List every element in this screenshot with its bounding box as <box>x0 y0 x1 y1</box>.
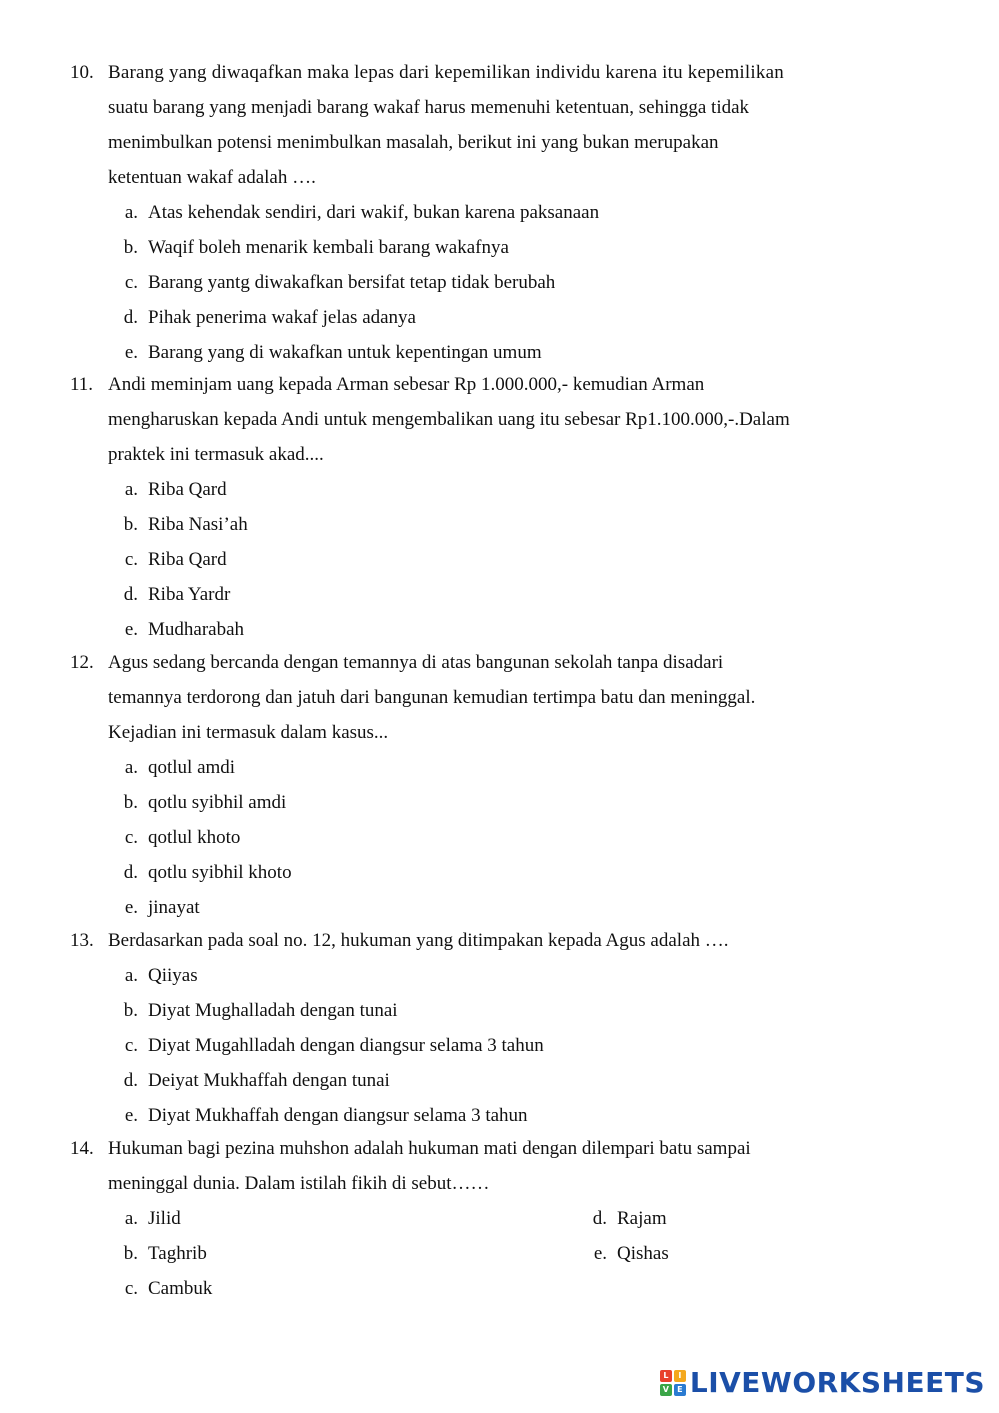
option-letter: d. <box>123 1070 138 1091</box>
question-text-line: Agus sedang bercanda dengan temannya di atas bangunan sekolah tanpa disadari <box>108 652 724 673</box>
liveworksheets-logo-icon <box>660 1370 686 1396</box>
option-b[interactable] <box>108 785 286 820</box>
option-d[interactable] <box>108 855 292 890</box>
option-e[interactable] <box>108 612 244 647</box>
option-text: Cambuk <box>148 1278 213 1299</box>
option-d[interactable] <box>108 1063 390 1098</box>
option-text: Barang yang di wakafkan untuk kepentingan umum <box>148 342 542 363</box>
option-e[interactable] <box>108 335 542 370</box>
option-e[interactable] <box>577 1236 669 1271</box>
option-a[interactable] <box>108 750 235 785</box>
logo-text: LIVEWORKSHEETS <box>689 1366 985 1399</box>
option-text: Riba Qard <box>148 479 227 500</box>
question-text-line: suatu barang yang menjadi barang wakaf harus memenuhi ketentuan, sehingga tidak <box>108 97 750 118</box>
option-b[interactable] <box>108 993 398 1028</box>
question-number: 13. <box>70 930 94 951</box>
option-letter: b. <box>123 514 138 535</box>
question-text-line: Kejadian ini termasuk dalam kasus... <box>108 722 389 743</box>
option-letter: c. <box>124 272 138 293</box>
option-e[interactable] <box>108 890 200 925</box>
option-text: qotlul khoto <box>148 827 241 848</box>
option-text: qotlu syibhil khoto <box>148 862 292 883</box>
option-text: Taghrib <box>148 1243 207 1264</box>
option-a[interactable] <box>108 958 198 993</box>
question-text-line: Andi meminjam uang kepada Arman sebesar Rp 1.000.000,- kemudian Arman <box>108 374 705 395</box>
logo-tile-l: L <box>660 1370 672 1382</box>
option-letter: b. <box>123 237 138 258</box>
option-text: qotlul amdi <box>148 757 236 778</box>
option-text: Diyat Mugahlladah dengan diangsur selama 3 tahun <box>148 1035 544 1056</box>
option-letter: a. <box>124 202 138 223</box>
logo-tile-i: I <box>674 1370 686 1382</box>
option-text: Jilid <box>148 1208 181 1229</box>
question-text-line: Barang yang diwaqafkan maka lepas dari kepemilikan individu karena itu kepemilikan <box>108 62 784 83</box>
question-number: 14. <box>70 1138 94 1159</box>
question-number: 10. <box>70 62 94 83</box>
option-d[interactable] <box>108 577 230 612</box>
option-text: Waqif boleh menarik kembali barang wakafnya <box>148 237 509 258</box>
option-letter: e. <box>124 619 138 640</box>
option-letter: a. <box>124 757 138 778</box>
option-a[interactable] <box>108 1201 181 1236</box>
question-text-line: temannya terdorong dan jatuh dari bangunan kemudian tertimpa batu dan meninggal. <box>108 687 756 708</box>
option-text: Riba Nasi’ah <box>148 514 248 535</box>
question-text-line: praktek ini termasuk akad.... <box>108 444 324 465</box>
question-number: 11. <box>70 374 94 395</box>
option-letter: a. <box>124 965 138 986</box>
option-text: Riba Yardr <box>148 584 231 605</box>
question-text-line: meninggal dunia. Dalam istilah fikih di sebut…… <box>108 1173 490 1194</box>
option-letter: a. <box>124 1208 138 1229</box>
liveworksheets-logo[interactable] <box>660 1366 985 1399</box>
option-letter: e. <box>124 1105 138 1126</box>
option-letter: b. <box>123 1243 138 1264</box>
question-text-line: menimbulkan potensi menimbulkan masalah, berikut ini yang bukan merupakan <box>108 132 719 153</box>
option-text: Mudharabah <box>148 619 245 640</box>
option-text: jinayat <box>148 897 200 918</box>
option-letter: d. <box>123 307 138 328</box>
option-c[interactable] <box>108 1271 212 1306</box>
option-a[interactable] <box>108 195 599 230</box>
question-text-line: ketentuan wakaf adalah …. <box>108 167 316 188</box>
option-text: Qishas <box>617 1243 669 1264</box>
option-letter: d. <box>123 862 138 883</box>
question-text-line: Berdasarkan pada soal no. 12, hukuman yang ditimpakan kepada Agus adalah …. <box>108 930 729 951</box>
option-b[interactable] <box>108 507 248 542</box>
option-text: Riba Qard <box>148 549 227 570</box>
option-text: Diyat Mughalladah dengan tunai <box>148 1000 398 1021</box>
option-letter: d. <box>592 1208 607 1229</box>
option-letter: e. <box>124 897 138 918</box>
option-text: Qiiyas <box>148 965 198 986</box>
option-letter: c. <box>124 827 138 848</box>
logo-tile-v: V <box>660 1384 672 1396</box>
option-letter: b. <box>123 1000 138 1021</box>
option-letter: e. <box>124 342 138 363</box>
option-d[interactable] <box>108 300 416 335</box>
option-d[interactable] <box>577 1201 667 1236</box>
option-c[interactable] <box>108 542 227 577</box>
option-letter: c. <box>124 549 138 570</box>
option-b[interactable] <box>108 1236 207 1271</box>
option-e[interactable] <box>108 1098 528 1133</box>
question-text-line: Hukuman bagi pezina muhshon adalah hukuman mati dengan dilempari batu sampai <box>108 1138 751 1159</box>
option-c[interactable] <box>108 265 555 300</box>
option-letter: d. <box>123 584 138 605</box>
question-text-line: mengharuskan kepada Andi untuk mengembalikan uang itu sebesar Rp1.100.000,-.Dalam <box>108 409 790 430</box>
option-a[interactable] <box>108 472 227 507</box>
option-c[interactable] <box>108 820 240 855</box>
option-b[interactable] <box>108 230 509 265</box>
logo-tile-e: E <box>674 1384 686 1396</box>
option-text: Atas kehendak sendiri, dari wakif, bukan karena paksanaan <box>148 202 600 223</box>
option-letter: c. <box>124 1278 138 1299</box>
option-text: Rajam <box>617 1208 667 1229</box>
option-text: Pihak penerima wakaf jelas adanya <box>148 307 416 328</box>
option-letter: e. <box>593 1243 607 1264</box>
option-letter: a. <box>124 479 138 500</box>
option-text: Diyat Mukhaffah dengan diangsur selama 3 tahun <box>148 1105 528 1126</box>
option-text: Barang yantg diwakafkan bersifat tetap tidak berubah <box>148 272 556 293</box>
option-c[interactable] <box>108 1028 544 1063</box>
question-number: 12. <box>70 652 94 673</box>
option-text: Deiyat Mukhaffah dengan tunai <box>148 1070 390 1091</box>
option-letter: b. <box>123 792 138 813</box>
option-text: qotlu syibhil amdi <box>148 792 287 813</box>
option-letter: c. <box>124 1035 138 1056</box>
